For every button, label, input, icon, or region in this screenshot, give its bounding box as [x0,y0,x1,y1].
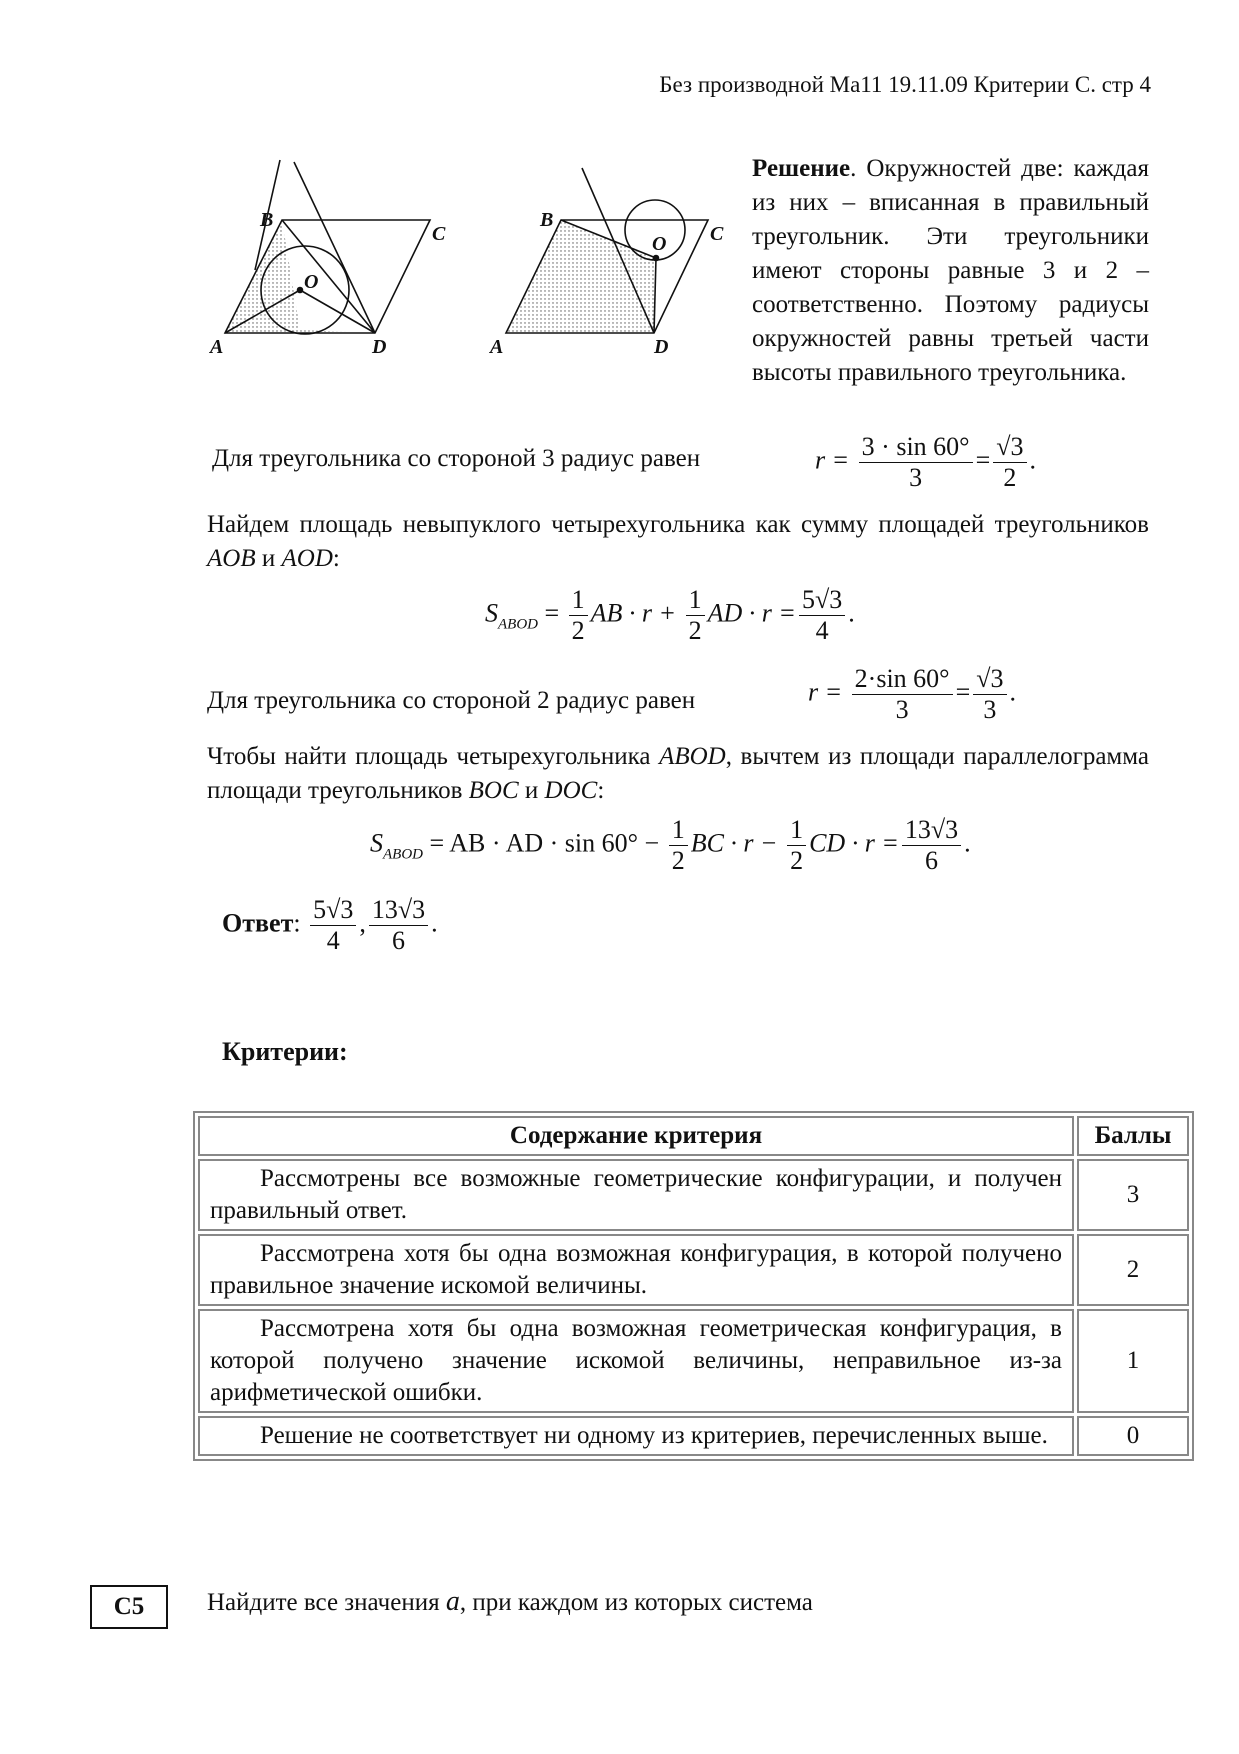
s2-frac-1: $\frac{1}{2}$ [669,815,688,876]
area-sum-formula: $S_{ABOD}$ = $\frac{1}{2}$ AB · r + $\frac{1}{2}$ AD · r = $\frac{5√3}{4}$ . [485,585,855,645]
r2-frac-2: $\frac{√3}{3}$ [973,664,1006,725]
table-row: Рассмотрена хотя бы одна возможная геометрическая конфигурация, в которой получено значение искомой величины, неправильное из-за арифметической ошибки. 1 [198,1309,1189,1413]
criteria-col-score: Баллы [1077,1116,1189,1156]
table-row: Рассмотрены все возможные геометрические конфигурации, и получен правильный ответ. 3 [198,1159,1189,1231]
table-row: Рассмотрена хотя бы одна возможная конфигурация, в которой получено правильное значение искомой величины. 2 [198,1234,1189,1306]
r1-frac-2: $\frac{√3}{2}$ [993,432,1026,493]
label-d-left: D [372,336,387,358]
label-b-left: B [260,209,274,231]
label-c-left: C [432,223,446,245]
label-b-right: B [540,209,554,231]
task-c5-var: a [445,1586,460,1617]
radius-side-3-line [212,442,700,476]
criteria-col-content: Содержание критерия [198,1116,1074,1156]
page-header: Без производной Ма11 19.11.09 Критерии С. стр 4 [659,72,1151,97]
r1-frac-1: $\frac{3 \cdot \sin 60^\circ}{3}$ [859,432,973,493]
area-sum-text: Найдем площадь невыпуклого четырехугольника как сумму площадей треугольников AOB и AOD: [207,511,1149,572]
s1-frac-2: $\frac{1}{2}$ [686,585,705,646]
task-c5-text: Найдите все значения a, при каждом из которых система [207,1586,813,1617]
solution-intro [207,152,1149,390]
label-a-left: A [210,336,224,358]
label-d-right: D [654,336,669,358]
solution-title: Решение [752,155,851,182]
s1-result: $\frac{5√3}{4}$ [799,585,845,646]
r1-end: . [1029,445,1037,475]
s2-result: $\frac{13√3}{6}$ [902,815,961,876]
answer: Ответ: $\frac{5√3}{4}$ , $\frac{13√3}{6}$ . [222,895,438,955]
criteria-table [193,1111,1194,1461]
table-row: Решение не соответствует ни одному из критериев, перечисленных выше. 0 [198,1416,1189,1456]
r1-lhs: r = [815,445,850,475]
radius-side-2-line: Для треугольника со стороной 2 радиус равен [207,687,696,714]
criteria-title: Критерии: [222,1037,348,1066]
label-c-right: C [710,223,724,245]
task-c5-label: С5 [90,1585,168,1629]
figure-spacer [207,152,752,388]
solution-text-1: . Окружностей две: каждая из них – вписанная в правильный треугольник. Эти треугольники имеют стороны равные 3 и 2 – соответственно. Поэтому радиусы окружностей равны третьей части высоты правильного треугольника. [752,155,1149,386]
area-diff-text: Чтобы найти площадь четырехугольника ABOD, вычтем из площади параллелограмма площади треугольников BOC и DOC: [207,743,1149,804]
radius-side-2-formula: r = $\frac{2\cdot\sin 60^\circ}{3}$ = $\frac{√3}{3}$ . [808,664,1017,724]
s1-frac-1: $\frac{1}{2}$ [569,585,588,646]
area-diff-formula: $S_{ABOD}$ = AB · AD · sin 60° − $\frac{1}{2}$ BC · r − $\frac{1}{2}$ CD · r = $\frac{13√3}{6}$ . [370,815,971,875]
r2-frac-1: $\frac{2\cdot\sin 60^\circ}{3}$ [852,664,953,725]
label-o-right: O [652,233,667,255]
radius-side-3-text: Для треугольника со стороной 3 радиус равен [212,445,701,472]
radius-side-3-formula [815,432,1036,493]
label-o-left: O [304,271,319,293]
answer-frac-1: $\frac{5√3}{4}$ [310,895,356,956]
s2-frac-2: $\frac{1}{2}$ [787,815,806,876]
answer-label: Ответ [222,908,294,938]
criteria-header-row [198,1116,1189,1156]
answer-frac-2: $\frac{13√3}{6}$ [369,895,428,956]
r1-eq: = [975,445,991,475]
label-a-right: A [490,336,504,358]
